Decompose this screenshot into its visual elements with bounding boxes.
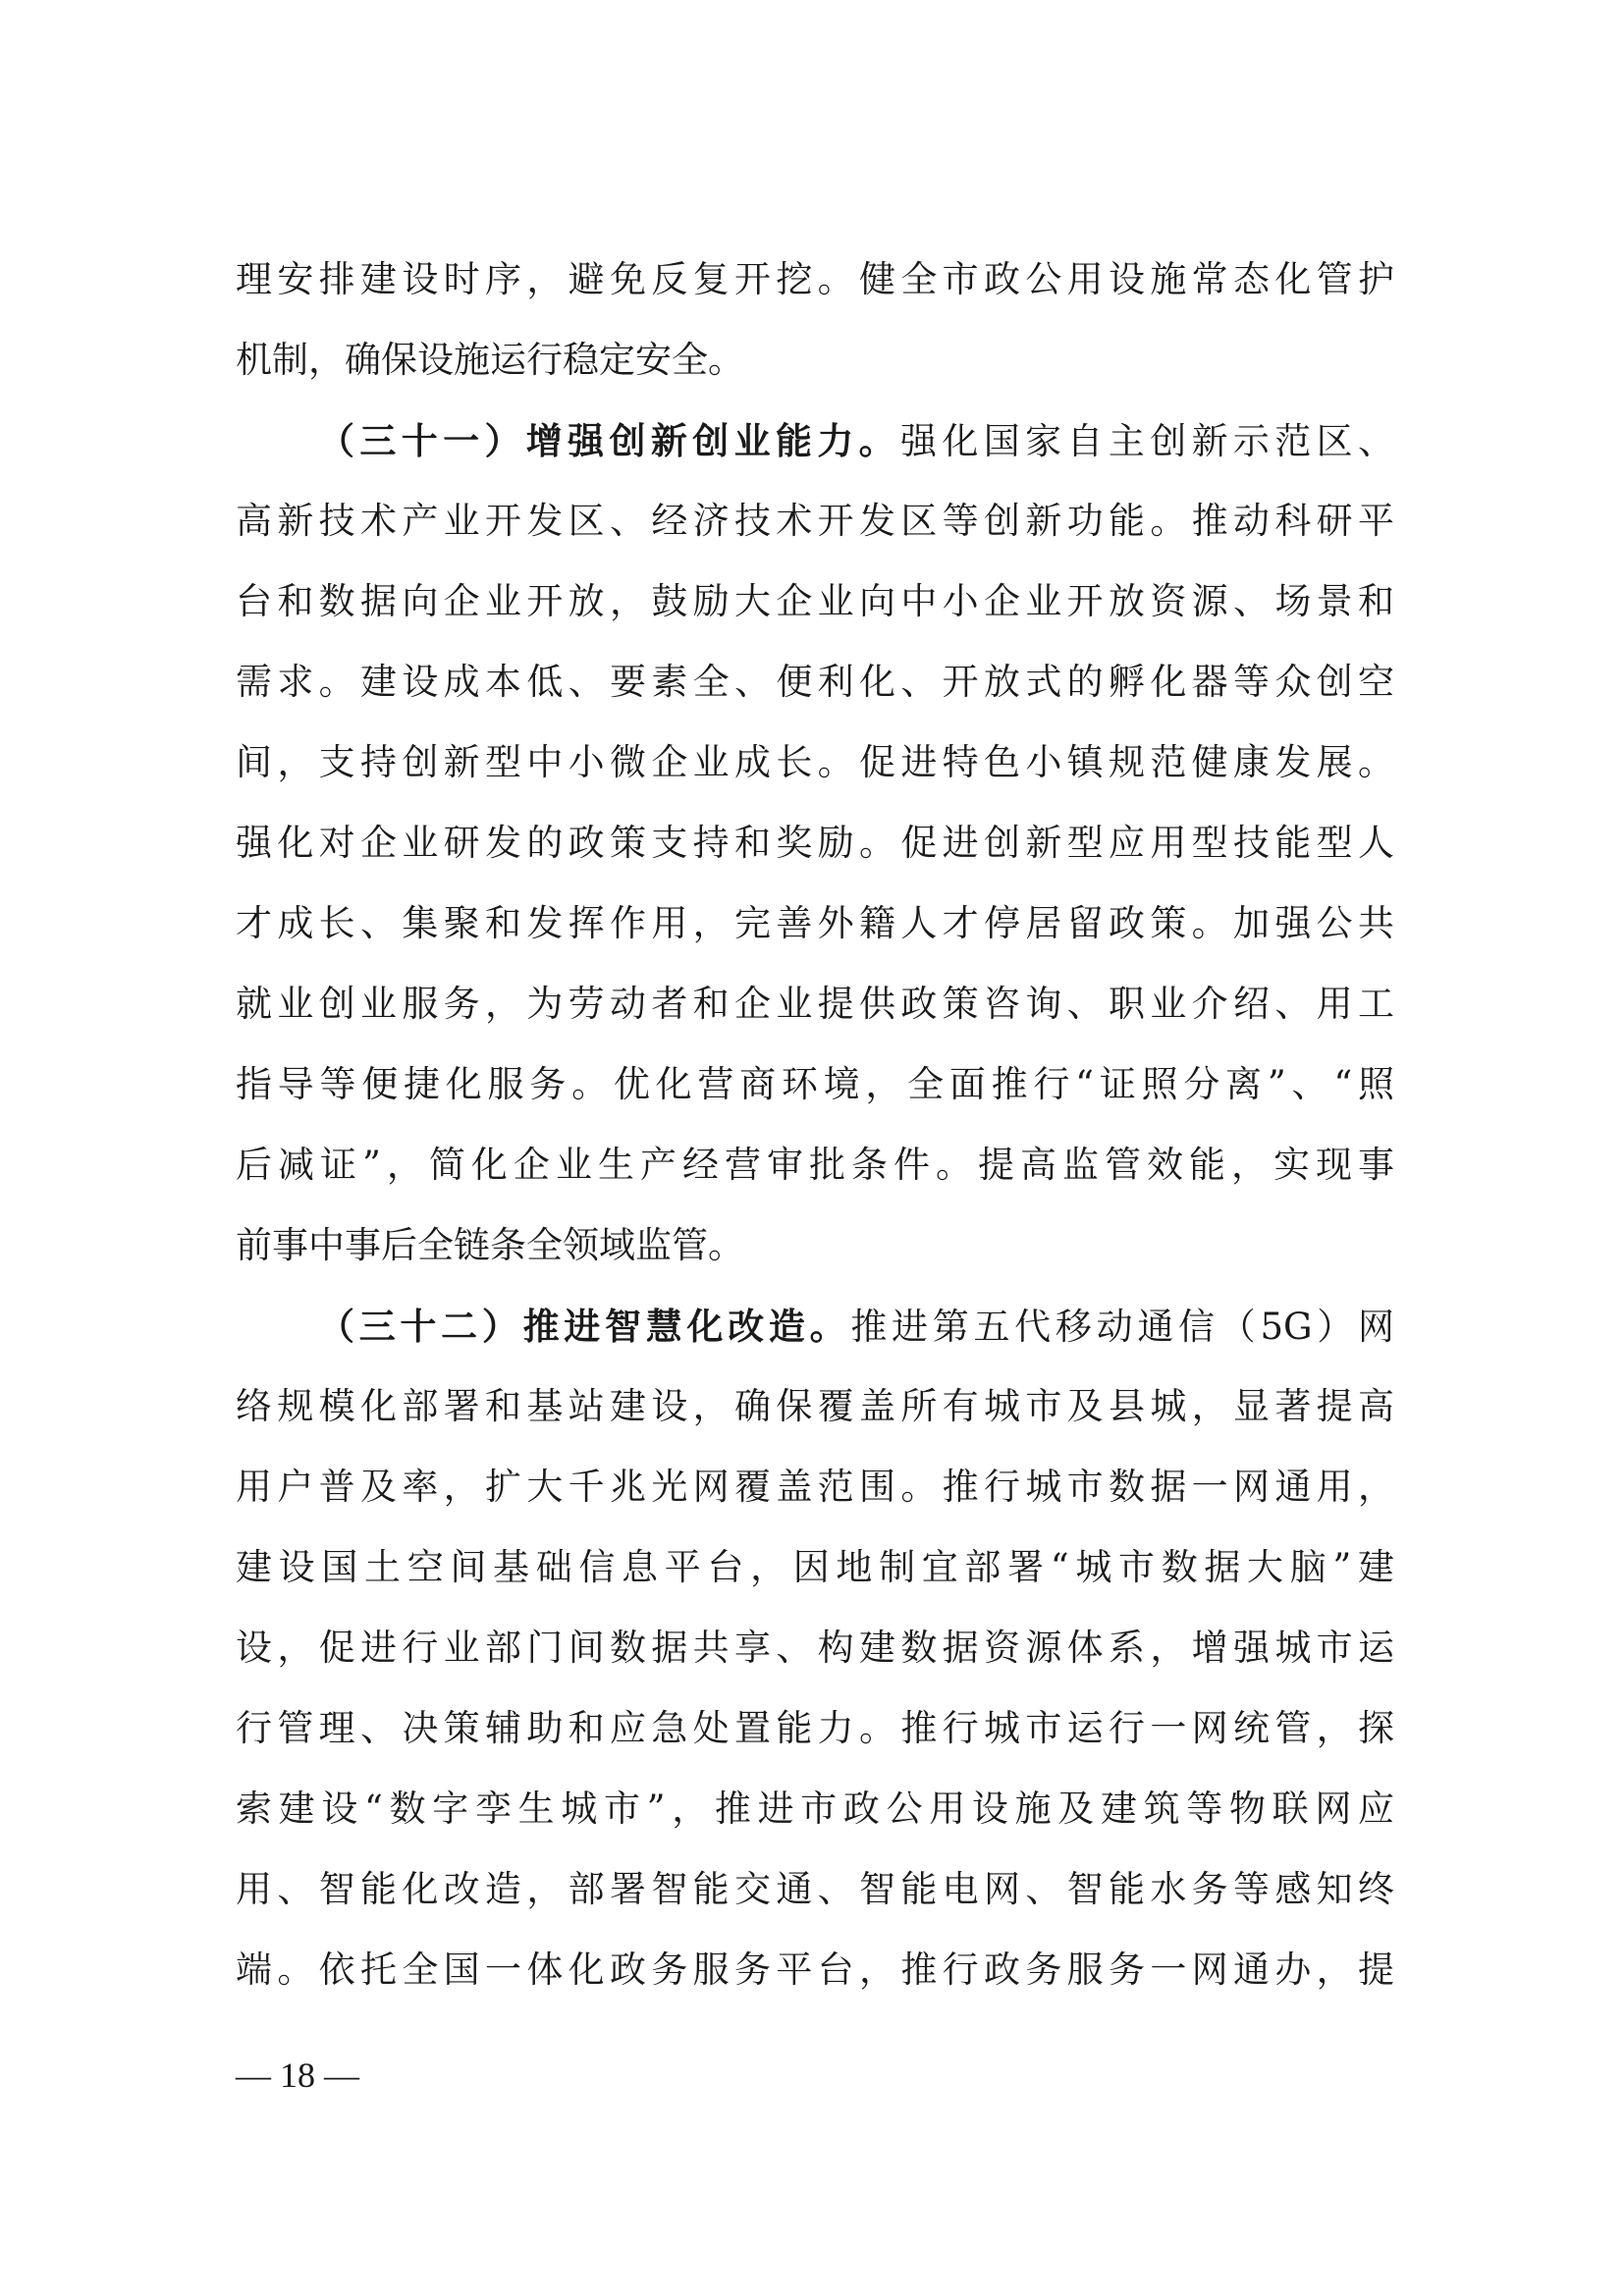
text-line: 行管理、决策辅助和应急处置能力。推行城市运行一网统管，探 <box>236 1707 1394 1749</box>
text-line: 就业创业服务，为劳动者和企业提供政策咨询、职业介绍、用工 <box>236 983 1394 1025</box>
text-line: 理安排建设时序，避免反复开挖。健全市政公用设施常态化管护 <box>236 258 1394 300</box>
text-line: 建设国土空间基础信息平台，因地制宜部署“城市数据大脑”建 <box>236 1546 1394 1588</box>
text-line: 后减证”，简化企业生产经营审批条件。提高监管效能，实现事 <box>236 1144 1394 1186</box>
text-line: 用户普及率，扩大千兆光网覆盖范围。推行城市数据一网通用， <box>236 1466 1394 1508</box>
text-line: 端。依托全国一体化政务服务平台，推行政务服务一网通办，提 <box>236 1949 1394 1991</box>
section-heading-32: （三十二）推进智慧化改造。 <box>318 1305 851 1348</box>
text-line: 需求。建设成本低、要素全、便利化、开放式的孵化器等众创空 <box>236 661 1394 703</box>
text-span: 强化国家自主创新示范区、 <box>900 420 1395 462</box>
section-heading-31: （三十一）增强创新创业能力。 <box>318 419 901 462</box>
text-line: 络规模化部署和基站建设，确保覆盖所有城市及县城，显著提高 <box>236 1385 1394 1427</box>
text-line: 台和数据向企业开放，鼓励大企业向中小企业开放资源、场景和 <box>236 580 1394 622</box>
text-line: 高新技术产业开发区、经济技术开发区等创新功能。推动科研平 <box>236 500 1394 542</box>
text-line: 索建设“数字孪生城市”，推进市政公用设施及建筑等物联网应 <box>236 1788 1394 1830</box>
page-number: — 18 — <box>236 2056 359 2095</box>
text-line: 指导等便捷化服务。优化营商环境，全面推行“证照分离”、“照 <box>236 1063 1394 1105</box>
text-line: 强化对企业研发的政策支持和奖励。促进创新型应用型技能型人 <box>236 822 1394 864</box>
text-line: 用、智能化改造，部署智能交通、智能电网、智能水务等感知终 <box>236 1868 1394 1910</box>
text-line: 间，支持创新型中小微企业成长。促进特色小镇规范健康发展。 <box>236 741 1394 783</box>
text-span: 推进第五代移动通信（5G）网 <box>850 1306 1394 1348</box>
text-line: 才成长、集聚和发挥作用，完善外籍人才停居留政策。加强公共 <box>236 902 1394 944</box>
section-31-first-line <box>318 417 1394 465</box>
text-line: 设，促进行业部门间数据共享、构建数据资源体系，增强城市运 <box>236 1627 1394 1669</box>
text-line: 机制，确保设施运行稳定安全。 <box>236 339 744 381</box>
section-32-first-line <box>318 1303 1394 1351</box>
text-line: 前事中事后全链条全领域监管。 <box>236 1224 744 1266</box>
